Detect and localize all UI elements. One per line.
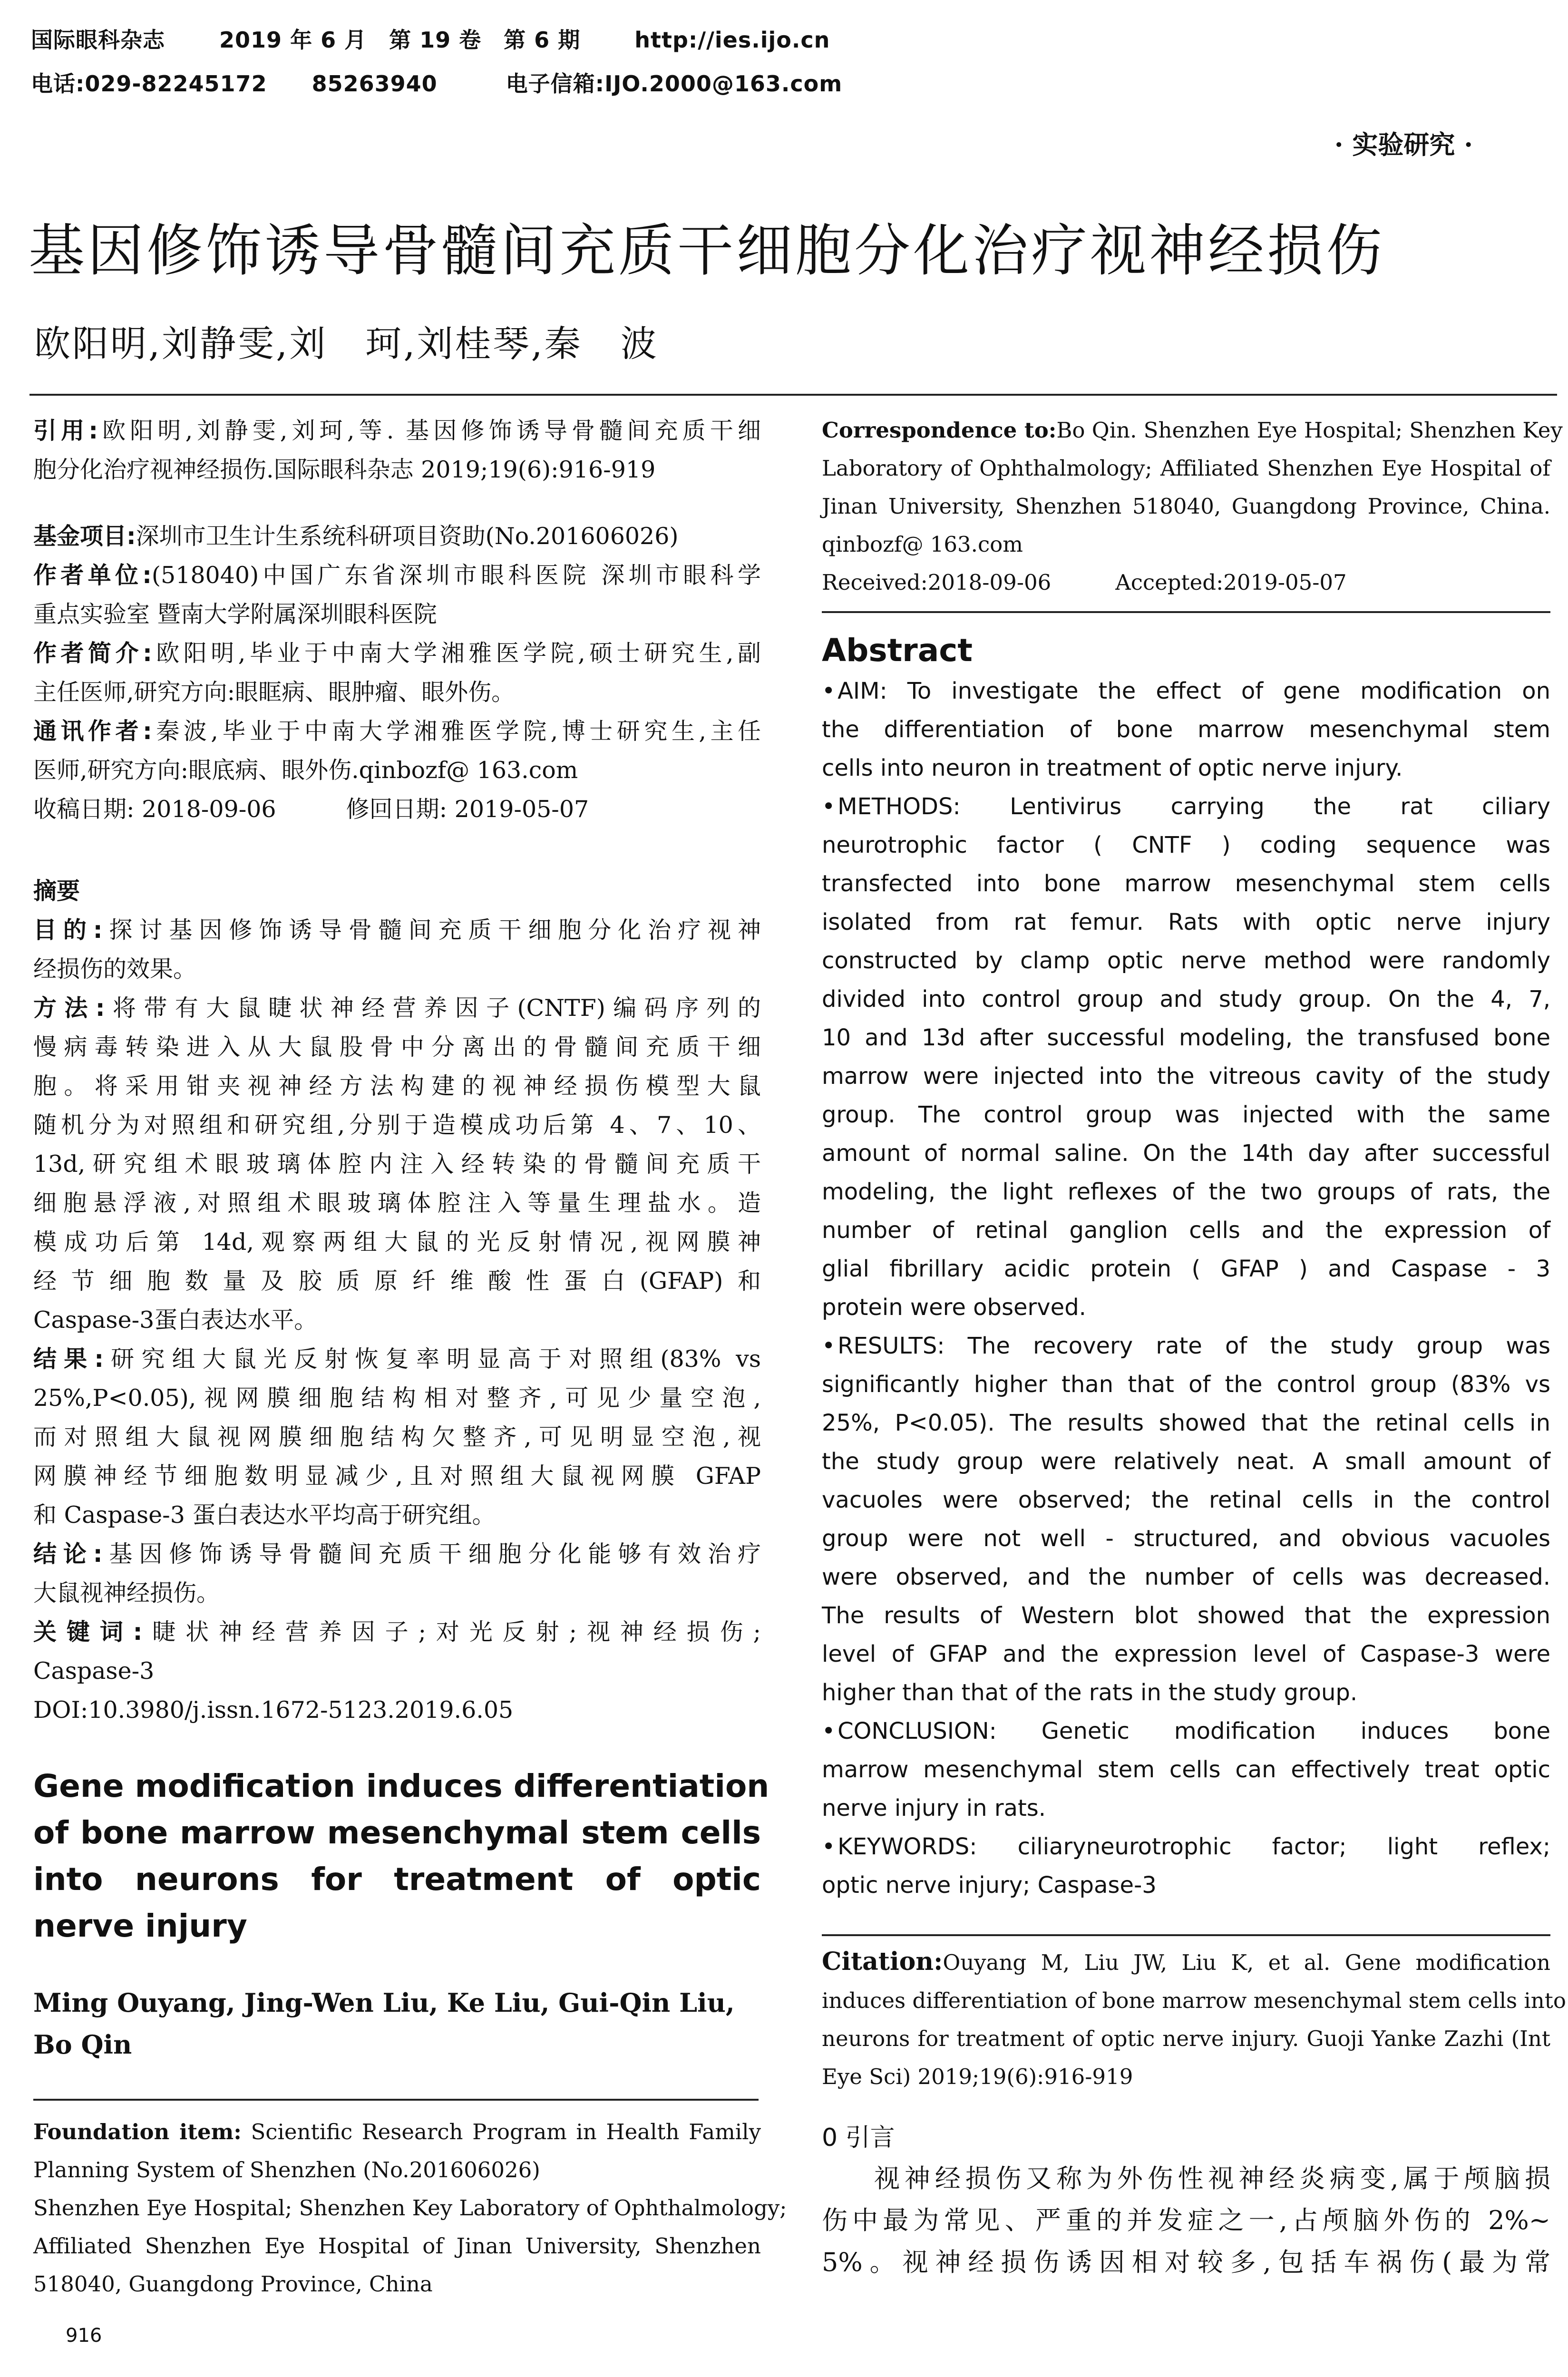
citation-en: [822, 1943, 1566, 2096]
corr-text: 秦波,毕业于中南大学湘雅医学院,博士研究生,主任: [152, 718, 761, 745]
conclusion-en-text: Genetic modification induces bone: [1041, 1718, 1551, 1744]
aim-en-text: the differentiation of bone marrow mesenchymal stem: [822, 716, 1550, 743]
foundation-divider: [33, 2099, 759, 2101]
conclusion-en-text: nerve injury in rats.: [822, 1795, 1046, 1822]
english-title: [33, 1763, 769, 1949]
correspondence-text: Bo Qin. Shenzhen Eye Hospital; Shenzhen Key: [1056, 418, 1563, 443]
methods-cn-text: 模成功后第 14d,观察两组大鼠的光反射情况,视网膜神: [33, 1228, 761, 1256]
aim-cn-text: 探讨基因修饰诱导骨髓间充质干细胞分化治疗视神: [102, 916, 761, 944]
fund-label: 基金项目:: [33, 523, 136, 550]
methods-cn-text: 慢病毒转染进入从大鼠股骨中分离出的骨髓间充质干细: [33, 1033, 761, 1061]
bio-text: 欧阳明,毕业于中南大学湘雅医学院,硕士研究生,副: [152, 640, 761, 667]
english-authors-line: Ming Ouyang, Jing-Wen Liu, Ke Liu, Gui-Qin Liu,: [33, 1987, 735, 2018]
journal-contact: [31, 67, 842, 98]
citation-cn-line: 欧阳明,刘静雯,刘珂,等. 基因修饰诱导骨髓间充质干细: [97, 417, 761, 444]
conclusion-cn-text: 基因修饰诱导骨髓间充质干细胞分化能够有效治疗: [102, 1540, 761, 1568]
affiliation-en-line: Shenzhen Eye Hospital; Shenzhen Key Laboratory of Ophthalmology;: [33, 2195, 787, 2221]
results-cn-text: 网膜神经节细胞数明显减少,且对照组大鼠视网膜 GFAP: [33, 1462, 761, 1490]
affiliation-en-line: Affiliated Shenzhen Eye Hospital of Jinan University, Shenzhen: [33, 2233, 761, 2259]
keywords-cn-label: 关键词:: [33, 1618, 143, 1646]
correspondence-label: Correspondence to:: [822, 418, 1057, 443]
article-info: [33, 517, 761, 829]
conclusion-cn-text: 大鼠视神经损伤。: [33, 1579, 220, 1607]
results-cn-text: 和 Caspase-3 蛋白表达水平均高于研究组。: [33, 1501, 496, 1529]
unit-label: 作者单位:: [33, 562, 152, 589]
authors-cn: 欧阳明,刘静雯,刘 珂,刘桂琴,秦 波: [34, 322, 659, 365]
results-cn-text: 研究组大鼠光反射恢复率明显高于对照组(83% vs: [103, 1345, 761, 1373]
results-en-text: group were not well - structured, and obvious vacuoles: [822, 1525, 1550, 1552]
journal-header: [31, 23, 830, 54]
bio-label: 作者简介:: [33, 640, 152, 667]
citation-en-text: neurons for treatment of optic nerve injury. Guoji Yanke Zazhi (Int: [822, 2026, 1550, 2051]
email-label: 电子信箱:: [506, 71, 605, 97]
aim-en-text: cells into neuron in treatment of optic nerve injury.: [822, 755, 1403, 781]
results-en-text: higher than that of the rats in the study group.: [822, 1679, 1358, 1706]
citation-en-text: Eye Sci) 2019;19(6):916-919: [822, 2064, 1133, 2089]
abstract-divider: [822, 611, 1550, 613]
aim-en-text: To investigate the effect of gene modification on: [907, 678, 1551, 704]
english-authors: [33, 1982, 761, 2065]
methods-en-text: isolated from rat femur. Rats with optic nerve injury: [822, 909, 1550, 935]
english-title-line: nerve injury: [33, 1908, 247, 1944]
results-cn-text: 而对照组大鼠视网膜细胞结构欠整齐,可见明显空泡,视: [33, 1423, 761, 1451]
correspondence: [822, 411, 1563, 602]
right-column: [822, 411, 1566, 2283]
page-title: 基因修饰诱导骨髓间充质干细胞分化治疗视神经损伤: [29, 218, 1385, 283]
methods-en-text: number of retinal ganglion cells and the expression of: [822, 1217, 1550, 1244]
methods-en-text: transfected into bone marrow mesenchymal stem cells: [822, 870, 1550, 897]
conclusion-cn-label: 结论:: [33, 1540, 103, 1568]
results-en-text: The recovery rate of the study group was: [967, 1333, 1550, 1359]
english-title-line: into neurons for treatment of optic: [33, 1861, 761, 1898]
english-title-line: of bone marrow mesenchymal stem cells: [33, 1814, 761, 1851]
bio-text: 主任医师,研究方向:眼眶病、眼肿瘤、眼外伤。: [33, 679, 515, 706]
intro-text: 5%。视神经损伤诱因相对较多,包括车祸伤(最为常: [822, 2247, 1550, 2277]
methods-en-label: METHODS:: [838, 793, 961, 820]
left-column: [33, 411, 787, 2303]
methods-en-text: neurotrophic factor ( CNTF ) coding sequence was: [822, 832, 1550, 858]
results-cn-text: 25%,P<0.05),视网膜细胞结构相对整齐,可见少量空泡,: [33, 1384, 761, 1412]
conclusion-en-label: CONCLUSION:: [838, 1718, 997, 1744]
foundation-text: Planning System of Shenzhen (No.201606026): [33, 2157, 540, 2182]
methods-en-text: modeling, the light reflexes of the two groups of rats, the: [822, 1179, 1550, 1205]
methods-en-text: marrow were injected into the vitreous cavity of the study: [822, 1063, 1550, 1090]
citation-divider: [822, 1934, 1550, 1936]
keywords-en-text: ciliaryneurotrophic factor; light reflex;: [1017, 1833, 1550, 1860]
keywords-en-text: optic nerve injury; Caspase-3: [822, 1872, 1157, 1899]
foundation-label: Foundation item:: [33, 2119, 242, 2144]
methods-en-text: Lentivirus carrying the rat ciliary: [1010, 793, 1551, 820]
corr-text: 医师,研究方向:眼底病、眼外伤.qinbozf@ 163.com: [33, 757, 578, 784]
phone-number: 029-82245172 85263940: [85, 71, 438, 97]
correspondence-text: Jinan University, Shenzhen 518040, Guangdong Province, China.: [822, 494, 1550, 519]
citation-cn-label: 引用:: [33, 417, 98, 444]
results-cn-label: 结果:: [33, 1345, 104, 1373]
received-dates-cn: 收稿日期: 2018-09-06 修回日期: 2019-05-07: [33, 796, 589, 823]
intro-text: 伤中最为常见、严重的并发症之一,占颅脑外伤的 2%~: [822, 2205, 1550, 2235]
phone-label: 电话:: [31, 71, 85, 97]
methods-en-text: glial fibrillary acidic protein ( GFAP ) and Caspase - 3: [822, 1256, 1550, 1282]
citation-en-label: Citation:: [822, 1947, 943, 1976]
correspondence-email[interactable]: qinbozf@ 163.com: [822, 532, 1023, 557]
methods-cn-text: 细胞悬浮液,对照组术眼玻璃体腔注入等量生理盐水。造: [33, 1189, 761, 1217]
foundation-item: [33, 2113, 787, 2303]
doi[interactable]: DOI:10.3980/j.issn.1672-5123.2019.6.05: [33, 1696, 514, 1724]
results-en-text: were observed, and the number of cells was decreased.: [822, 1564, 1550, 1590]
intro-text: 视神经损伤又称为外伤性视神经炎病变,属于颅脑损: [874, 2163, 1550, 2193]
results-en-text: level of GFAP and the expression level of Caspase-3 were: [822, 1641, 1550, 1667]
results-en-text: the study group were relatively neat. A small amount of: [822, 1448, 1550, 1475]
intro-heading: 0 引言: [822, 2124, 895, 2152]
unit-text: (518040)中国广东省深圳市眼科医院 深圳市眼科学: [151, 562, 761, 589]
received-dates-en: Received:2018-09-06 Accepted:2019-05-07: [822, 570, 1347, 595]
journal-url[interactable]: http://ies.ijo.cn: [634, 27, 830, 53]
methods-cn-text: 经节细胞数量及胶质原纤维酸性蛋白(GFAP)和: [33, 1267, 761, 1295]
keywords-cn-text: 睫状神经营养因子;对光反射;视神经损伤;: [142, 1618, 761, 1646]
results-en-text: The results of Western blot showed that the expression: [822, 1602, 1550, 1629]
methods-cn-text: 13d,研究组术眼玻璃体腔内注入经转染的骨髓间充质干: [33, 1150, 761, 1178]
abstract-en: Abstract • AIM: To investigate the effect of gene modification on the differentiation of bone marrow mesenchymal stem cells into neuron in treatment of optic nerve injury. • METHODS: Lentivirus carrying the rat ciliary neurotrophic factor ( CNTF ) coding sequence was transfected into bone marrow mesenchymal stem cells isolated from rat femur. Rats with optic nerve injury constructed by clamp optic nerve method were randomly divided into control group and study group. On the 4, 7, 10 and 13d after successful modeling, the transfused bone marrow were injected into the vitreous cavity of the study group. The control group was injected with the same amount of normal saline. On the 14th day after successful modeling, the light reflexes of the two groups of rats, the number of retinal ganglion cells and the expression of glial fibrillary acidic protein ( GFAP ) and Caspase - 3 protein were observed. • RESULTS: The recovery rate of the study group was significantly higher than that of the control group (83% vs 25%, P<0.05). The results showed that the retinal cells in the study group were relatively neat. A small amount of vacuoles were observed; the retinal cells in the control group were not well - structured, and obvious vacuoles were observed, and the number of cells was decreased. The results of Western blot showed that the expression level of GFAP and the expression level of Caspase-3 were higher than that of the rats in the study group. • CONCLUSION: Genetic modification induces bone marrow mesenchymal stem cells can effectively treat optic nerve injury in rats. • KEYWORDS: ciliaryneurotrophic factor; light reflex; optic nerve injury; Caspase-3: [822, 629, 1550, 1905]
citation-en-text: induces differentiation of bone marrow mesenchymal stem cells into: [822, 1988, 1566, 2013]
methods-en-text: group. The control group was injected with the same: [822, 1101, 1550, 1128]
results-en-text: 25%, P<0.05). The results showed that the retinal cells in: [822, 1410, 1550, 1436]
results-en-text: significantly higher than that of the control group (83% vs: [822, 1371, 1550, 1398]
citation-en-text: Ouyang M, Liu JW, Liu K, et al. Gene modification: [943, 1950, 1550, 1975]
page-number: 916: [66, 2325, 102, 2347]
methods-cn-text: 胞。将采用钳夹视神经方法构建的视神经损伤模型大鼠: [33, 1072, 761, 1100]
methods-en-text: amount of normal saline. On the 14th day after successful: [822, 1140, 1550, 1167]
journal-name: 国际眼科杂志: [31, 27, 165, 53]
results-en-label: RESULTS:: [838, 1333, 945, 1359]
results-en-text: vacuoles were observed; the retinal cells in the control: [822, 1487, 1550, 1513]
methods-cn-text: 随机分为对照组和研究组,分别于造模成功后第 4、7、10、: [33, 1111, 761, 1139]
corr-label: 通讯作者:: [33, 718, 152, 745]
methods-en-text: protein were observed.: [822, 1294, 1086, 1321]
section-label: · 实验研究 ·: [1334, 129, 1473, 160]
affiliation-en-line: 518040, Guangdong Province, China: [33, 2271, 433, 2297]
methods-en-text: 10 and 13d after successful modeling, the transfused bone: [822, 1024, 1550, 1051]
methods-cn-text: Caspase-3蛋白表达水平。: [33, 1306, 318, 1334]
english-title-line: Gene modification induces differentiation: [33, 1768, 769, 1804]
citation-cn: [33, 411, 761, 489]
foundation-text: Scientific Research Program in Health Family: [251, 2119, 761, 2144]
abstract-cn: [33, 872, 761, 1730]
issue-info: 2019 年 6 月 第 19 卷 第 6 期: [219, 27, 581, 53]
keywords-cn-text: Caspase-3: [33, 1657, 155, 1685]
aim-cn-text: 经损伤的效果。: [33, 955, 197, 983]
methods-cn-label: 方法:: [33, 994, 105, 1022]
methods-en-text: constructed by clamp optic nerve method were randomly: [822, 947, 1550, 974]
aim-cn-label: 目的:: [33, 916, 103, 944]
abstract-en-heading: Abstract: [822, 632, 973, 669]
methods-en-text: divided into control group and study group. On the 4, 7,: [822, 986, 1550, 1013]
header-divider: [29, 394, 1557, 396]
aim-en-label: AIM:: [838, 678, 887, 704]
english-authors-line: Bo Qin: [33, 2029, 132, 2060]
email-address[interactable]: IJO.2000@163.com: [604, 71, 843, 97]
methods-cn-text: 将带有大鼠睫状神经营养因子(CNTF)编码序列的: [105, 994, 761, 1022]
correspondence-text: Laboratory of Ophthalmology; Affiliated Shenzhen Eye Hospital of: [822, 456, 1550, 481]
unit-text: 重点实验室 暨南大学附属深圳眼科医院: [33, 601, 437, 628]
fund-text: 深圳市卫生计生系统科研项目资助(No.201606026): [136, 523, 679, 550]
abstract-cn-heading: 摘要: [33, 877, 80, 905]
conclusion-en-text: marrow mesenchymal stem cells can effectively treat optic: [822, 1756, 1550, 1783]
keywords-en-label: KEYWORDS:: [838, 1833, 977, 1860]
introduction: [822, 2118, 1550, 2283]
citation-cn-line: 胞分化治疗视神经损伤.国际眼科杂志 2019;19(6):916-919: [33, 456, 656, 483]
